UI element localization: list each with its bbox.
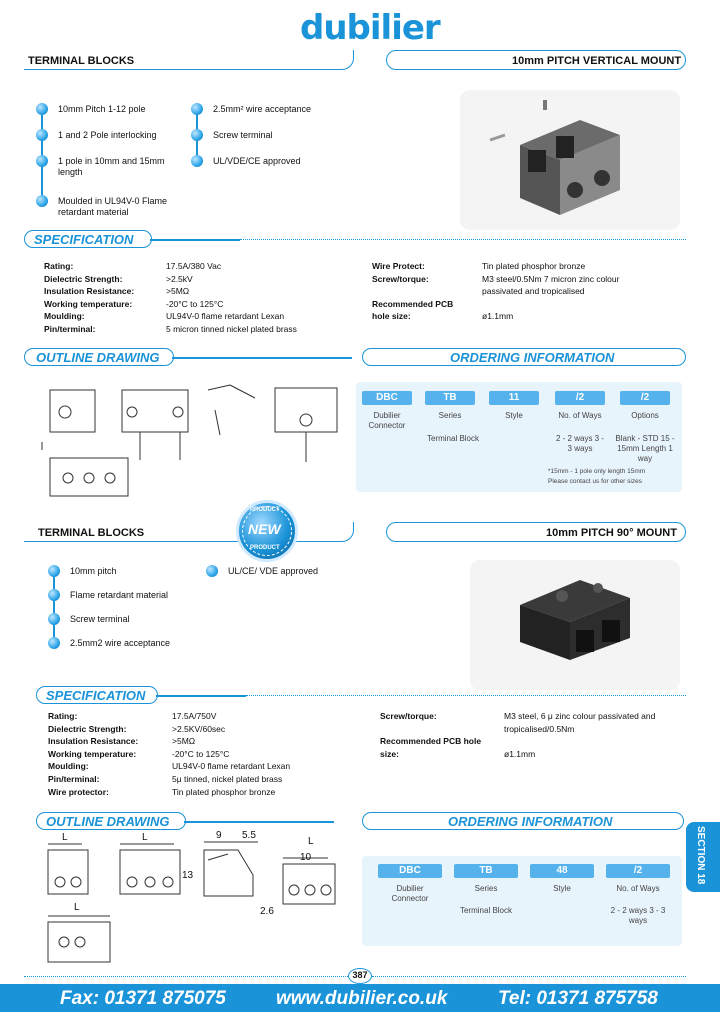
- order-code: TB: [454, 864, 518, 878]
- ordering-heading: ORDERING INFORMATION: [450, 350, 615, 365]
- order-label: Dubilier Connector: [368, 411, 406, 430]
- feature-item: 1 pole in 10mm and 15mm length: [36, 156, 186, 178]
- ordering-heading: ORDERING INFORMATION: [448, 814, 613, 829]
- dim-label: 10: [300, 852, 312, 863]
- outline-drawing-90: [38, 830, 348, 970]
- dim-label: 2.6: [260, 906, 274, 917]
- footer-website[interactable]: www.dubilier.co.uk: [276, 988, 448, 1009]
- footer-phone: Tel: 01371 875758: [498, 988, 658, 1009]
- dim-label: 13: [182, 870, 194, 881]
- brand-logo: dubilier: [300, 8, 440, 48]
- order-sub: Terminal Block: [426, 434, 479, 443]
- order-label: Series: [474, 884, 498, 893]
- order-label: Series: [438, 411, 462, 420]
- spec-heading: SPECIFICATION: [46, 688, 146, 703]
- order-code: TB: [425, 391, 475, 405]
- outline-heading: OUTLINE DRAWING: [36, 350, 160, 365]
- outline-drawing-vertical: [30, 370, 350, 510]
- order-label: Style: [553, 884, 571, 893]
- footer-bar: [0, 984, 720, 1012]
- feature-item: Moulded in UL94V-0 Flame retardant material: [36, 196, 186, 218]
- feature-item: 2.5mm² wire acceptance: [191, 104, 361, 115]
- new-product-badge: PRODUCT NEW PRODUCT: [236, 500, 298, 562]
- order-note: *15mm - 1 pole only length 15mm: [548, 468, 646, 475]
- dim-label: L: [308, 836, 314, 847]
- dim-label: L: [62, 832, 68, 843]
- spec-table-right: Screw/torque: M3 steel, 6 μ zinc colour passivated and tropicalised/0.5Nm Recommended PCB hole size: ø1.1mm: [380, 711, 656, 759]
- order-sub: 2 - 2 ways 3 - 3 ways: [555, 434, 604, 453]
- dim-label: L: [74, 902, 80, 913]
- page-number: 387: [348, 968, 372, 984]
- dim-label: L: [142, 832, 148, 843]
- feature-item: 2.5mm2 wire acceptance: [48, 638, 198, 649]
- spec-heading: SPECIFICATION: [34, 232, 134, 247]
- order-label: No. of Ways: [616, 884, 660, 893]
- order-label: Dubilier Connector: [391, 884, 429, 903]
- terminal-block-illustration: [460, 90, 680, 230]
- order-code: /2: [606, 864, 670, 878]
- section2-subtitle: 10mm PITCH 90° MOUNT: [546, 527, 677, 539]
- order-code: DBC: [378, 864, 442, 878]
- order-code: 48: [530, 864, 594, 878]
- section1-subtitle: 10mm PITCH VERTICAL MOUNT: [512, 55, 682, 67]
- dim-label: 5.5: [242, 830, 256, 841]
- order-sub: Terminal Block: [459, 906, 512, 915]
- spec-table-left: Rating: 17.5A/380 Vac Dielectric Strength: >2.5kV Insulation Resistance: >5MΩ Working temperature: -20°C to 125°C Moulding: UL94V-0 flame retardant Lexan Pin/terminal: 5 micron tinned nickel plated brass: [44, 261, 297, 334]
- spec-table-right: Wire Protect: Tin plated phosphor bronze Screw/torque: M3 steel/0.5Nm 7 micron zinc colour passivated and tropicalised Recommended PCB hole size: ø1.1mm: [372, 261, 620, 322]
- section-side-tab: SECTION 18: [686, 822, 720, 892]
- order-label: Style: [505, 411, 523, 420]
- order-sub: Blank - STD 15 - 15mm Length 1 way: [615, 434, 675, 463]
- feature-item: UL/VDE/CE approved: [191, 156, 361, 167]
- order-code: 11: [489, 391, 539, 405]
- product-photo-vertical: [460, 90, 680, 230]
- feature-item: Screw terminal: [48, 614, 198, 625]
- feature-item: 10mm pitch: [48, 566, 198, 577]
- order-code: DBC: [362, 391, 412, 405]
- feature-item: UL/CE/ VDE approved: [206, 566, 376, 577]
- order-label: No. of Ways: [558, 411, 602, 420]
- feature-item: 10mm Pitch 1-12 pole: [36, 104, 186, 115]
- feature-item: Screw terminal: [191, 130, 361, 141]
- order-sub: 2 - 2 ways 3 - 3 ways: [610, 906, 666, 925]
- feature-item: Flame retardant material: [48, 590, 198, 601]
- section1-title: TERMINAL BLOCKS: [28, 55, 135, 67]
- order-note: Please contact us for other sizes: [548, 478, 642, 485]
- order-code: /2: [620, 391, 670, 405]
- terminal-block-90-illustration: [470, 560, 680, 690]
- footer-fax: Fax: 01371 875075: [60, 988, 226, 1009]
- spec-table-left: Rating: 17.5A/750V Dielectric Strength: >2.5KV/60sec Insulation Resistance: >5MΩ Working temperature: -20°C to 125°C Moulding: UL94V-0 flame retardant Lexan Pin/terminal: 5μ tinned, nickel plated brass Wire protector: Tin plated phosphor bronze: [48, 711, 291, 797]
- section2-title: TERMINAL BLOCKS: [38, 527, 145, 539]
- outline-heading: OUTLINE DRAWING: [46, 814, 170, 829]
- order-label: Options: [631, 411, 659, 420]
- order-code: /2: [555, 391, 605, 405]
- feature-item: 1 and 2 Pole interlocking: [36, 130, 186, 141]
- dim-label: 9: [216, 830, 222, 841]
- product-photo-90: [470, 560, 680, 690]
